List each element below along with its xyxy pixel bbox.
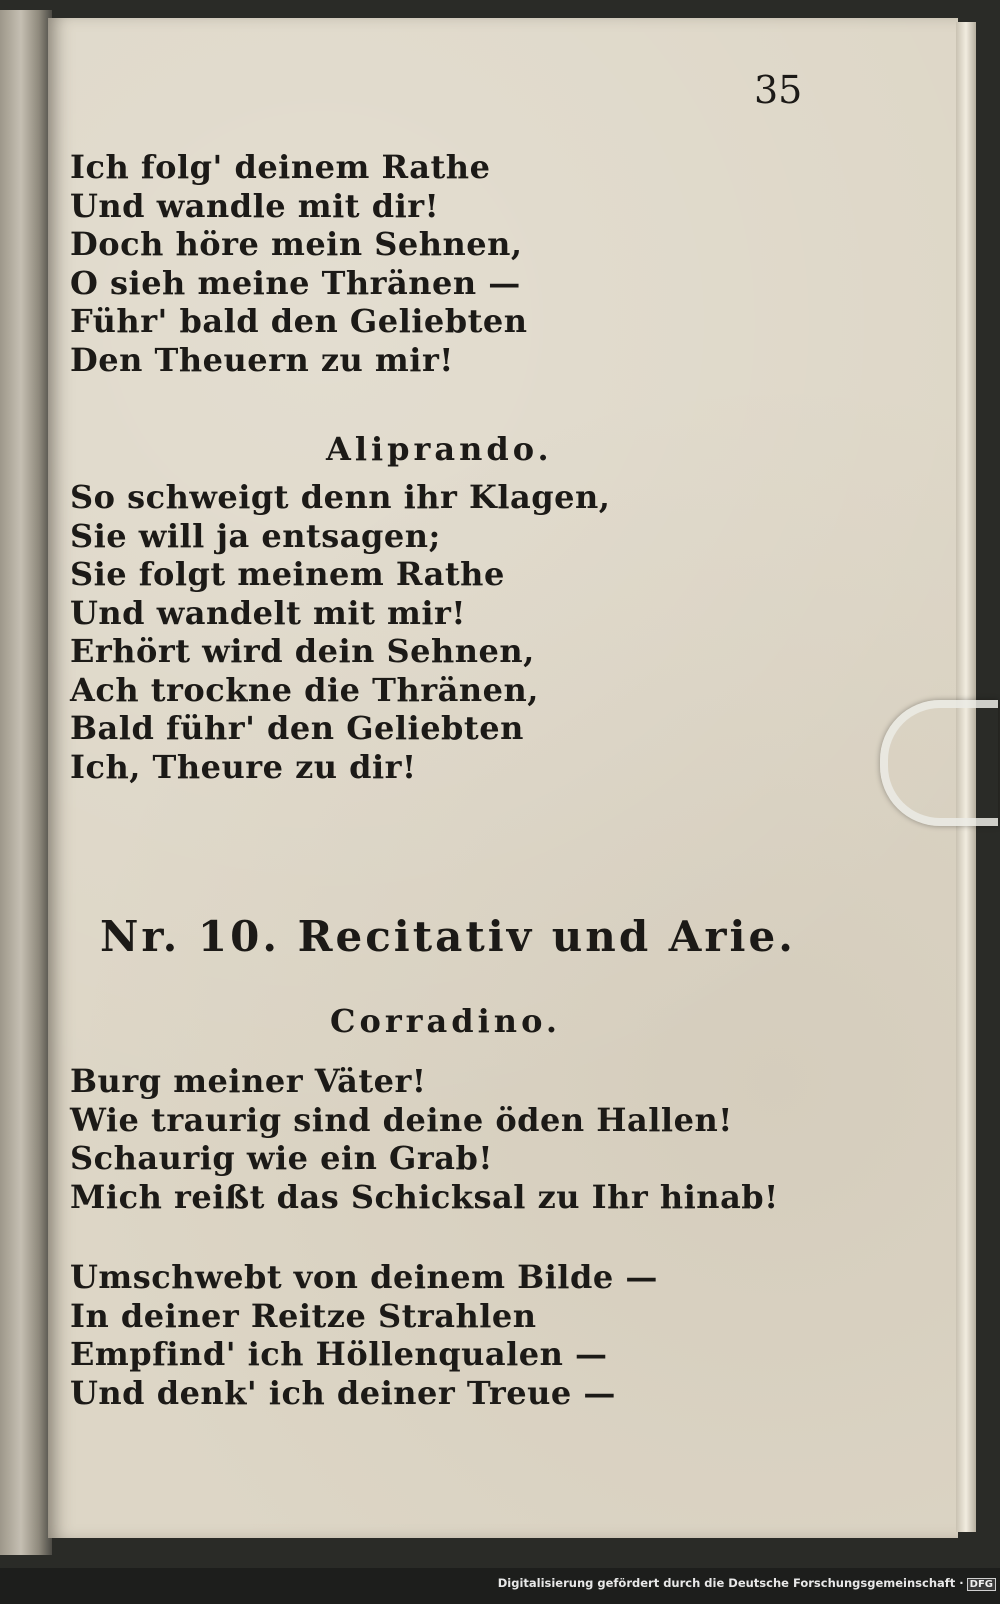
dfg-logo: DFG xyxy=(967,1578,996,1591)
stanza-2 xyxy=(70,478,610,786)
verse-line: Umschwebt von deinem Bilde — xyxy=(70,1258,658,1296)
verse-line: O sieh meine Thränen — xyxy=(70,263,521,302)
verse-line: Und denk' ich deiner Treue — xyxy=(70,1373,616,1412)
funding-note: Digitalisierung gefördert durch die Deutsche Forschungsgemeinschaft · xyxy=(497,1576,964,1590)
verse-line: In deiner Reitze Strahlen xyxy=(70,1296,537,1335)
verse-line: Empfind' ich Höllenqualen — xyxy=(70,1335,608,1373)
page-number: 35 xyxy=(754,68,803,112)
verse-line: Sie will ja entsagen; xyxy=(70,516,441,555)
verse-line: Erhört wird dein Sehnen, xyxy=(70,632,535,670)
verse-line: Führ' bald den Geliebten xyxy=(70,302,528,340)
verse-line: Mich reißt das Schicksal zu Ihr hinab! xyxy=(70,1177,779,1216)
speaker-name-aliprando: Aliprando. xyxy=(326,430,553,468)
verse-line: Wie traurig sind deine öden Hallen! xyxy=(70,1100,733,1139)
verse-line: Den Theuern zu mir! xyxy=(70,340,454,379)
verse-line: Schaurig wie ein Grab! xyxy=(70,1139,493,1177)
digitization-footer xyxy=(498,1576,996,1591)
verse-line: Und wandelt mit mir! xyxy=(70,593,466,632)
verse-line: Ich folg' deinem Rathe xyxy=(70,148,491,186)
stanza-1 xyxy=(70,148,528,379)
verse-line: Bald führ' den Geliebten xyxy=(70,709,524,747)
verse-line: Sie folgt meinem Rathe xyxy=(70,555,505,593)
left-page-edge xyxy=(0,10,52,1555)
stanza-4 xyxy=(70,1258,658,1412)
verse-line: Und wandle mit dir! xyxy=(70,186,440,225)
section-heading: Nr. 10. Recitativ und Arie. xyxy=(100,912,796,961)
speaker-name-corradino: Corradino. xyxy=(330,1002,561,1040)
page-clip xyxy=(880,700,998,826)
stanza-3 xyxy=(70,1062,779,1216)
verse-line: Ach trockne die Thränen, xyxy=(70,670,539,709)
verse-line: Ich, Theure zu dir! xyxy=(70,747,417,786)
verse-line: Burg meiner Väter! xyxy=(70,1062,427,1100)
verse-line: Doch höre mein Sehnen, xyxy=(70,225,523,263)
verse-line: So schweigt denn ihr Klagen, xyxy=(70,478,611,516)
